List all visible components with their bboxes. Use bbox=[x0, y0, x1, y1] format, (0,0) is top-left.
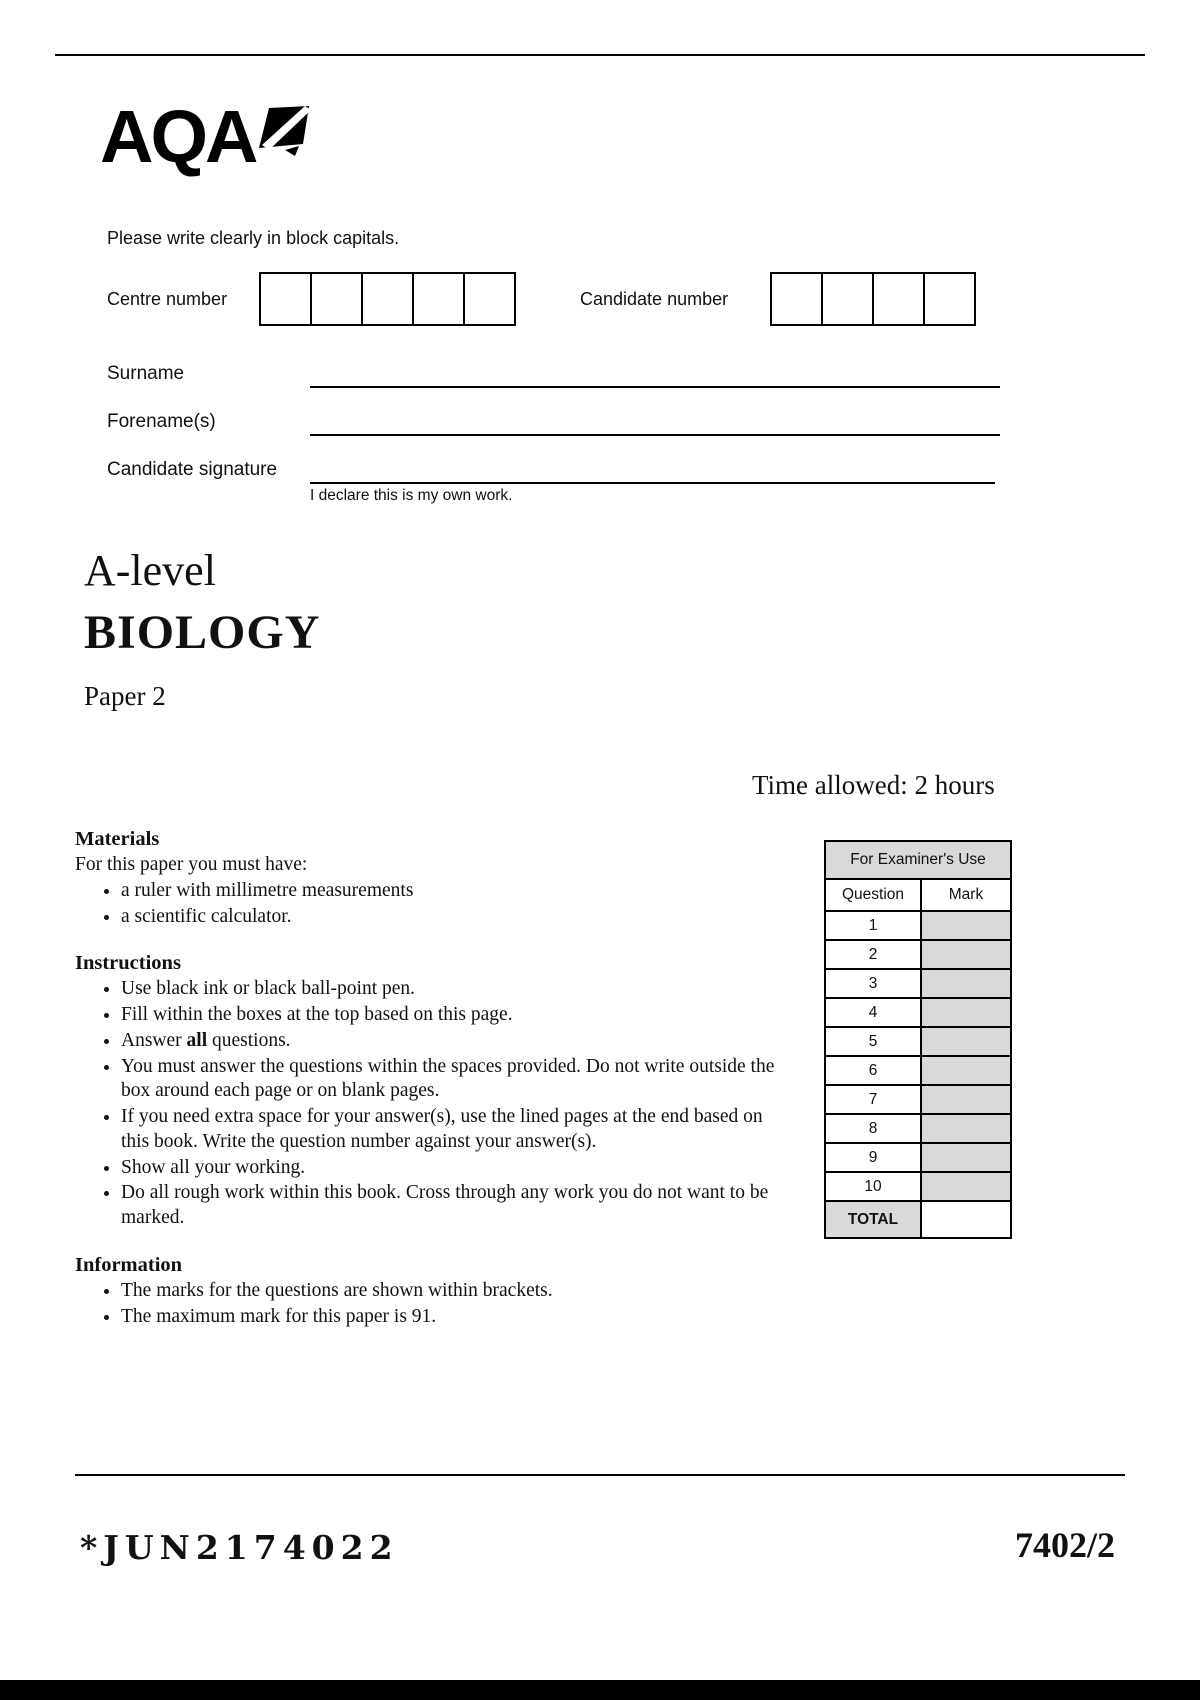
mark-cell[interactable] bbox=[921, 998, 1011, 1027]
materials-heading: Materials bbox=[75, 828, 160, 850]
question-cell: 2 bbox=[825, 940, 921, 969]
question-cell: 4 bbox=[825, 998, 921, 1027]
mark-cell[interactable] bbox=[921, 1172, 1011, 1201]
centre-number-boxes bbox=[259, 272, 516, 326]
block-capitals-note: Please write clearly in block capitals. bbox=[107, 228, 400, 248]
candidate-number-boxes bbox=[770, 272, 976, 326]
question-header: Question bbox=[825, 879, 921, 911]
surname-label: Surname bbox=[107, 363, 185, 384]
qualification-title: A-level bbox=[84, 546, 216, 595]
materials-list bbox=[75, 879, 787, 930]
information-section bbox=[75, 1252, 787, 1330]
number-entry-row bbox=[0, 272, 1200, 328]
instruction-item: • Show all your working. bbox=[121, 1156, 787, 1181]
centre-number-box[interactable] bbox=[463, 272, 516, 326]
aqa-logo-text: AQA bbox=[100, 95, 256, 178]
mark-cell[interactable] bbox=[921, 1085, 1011, 1114]
bottom-black-bar bbox=[0, 1680, 1200, 1700]
information-heading: Information bbox=[75, 1253, 183, 1276]
surname-line[interactable] bbox=[310, 386, 1000, 388]
centre-number-box[interactable] bbox=[412, 272, 465, 326]
paper-code: 7402/2 bbox=[1015, 1525, 1116, 1565]
mark-cell[interactable] bbox=[921, 940, 1011, 969]
instructions-list bbox=[75, 977, 787, 1231]
materials-intro: For this paper you must have: bbox=[75, 854, 308, 876]
mark-cell[interactable] bbox=[921, 1056, 1011, 1085]
instruction-item: • Do all rough work within this book. Cross through any work you do not want to be marked. bbox=[121, 1181, 787, 1231]
centre-number-box[interactable] bbox=[361, 272, 414, 326]
mark-cell[interactable] bbox=[921, 1027, 1011, 1056]
signature-line[interactable] bbox=[310, 482, 995, 484]
top-rule bbox=[55, 54, 1145, 56]
main-text-column bbox=[75, 826, 787, 1330]
centre-number-box[interactable] bbox=[310, 272, 363, 326]
question-cell: 8 bbox=[825, 1114, 921, 1143]
bottom-rule bbox=[75, 1474, 1125, 1476]
mark-cell[interactable] bbox=[921, 911, 1011, 940]
instruction-item: • Fill within the boxes at the top based on this page. bbox=[121, 1003, 787, 1028]
aqa-logo bbox=[100, 95, 311, 178]
total-label: TOTAL bbox=[825, 1201, 921, 1238]
instructions-heading: Instructions bbox=[75, 952, 181, 975]
paper-title: Paper 2 bbox=[84, 681, 166, 711]
mark-cell[interactable] bbox=[921, 969, 1011, 998]
instructions-section bbox=[75, 950, 787, 1231]
candidate-number-label: Candidate number bbox=[580, 289, 729, 309]
question-cell: 10 bbox=[825, 1172, 921, 1201]
candidate-number-box[interactable] bbox=[770, 272, 823, 326]
aqa-logo-mark-icon bbox=[259, 94, 311, 168]
barcode-text: *JUN2174022 bbox=[80, 1528, 399, 1567]
subject-title: BIOLOGY bbox=[84, 606, 321, 659]
examiner-table bbox=[824, 840, 1012, 1239]
total-mark-cell[interactable] bbox=[921, 1201, 1011, 1238]
time-allowed: Time allowed: 2 hours bbox=[752, 770, 995, 800]
question-cell: 3 bbox=[825, 969, 921, 998]
declaration-note: I declare this is my own work. bbox=[310, 487, 513, 504]
material-item: • a scientific calculator. bbox=[121, 905, 787, 930]
question-cell: 5 bbox=[825, 1027, 921, 1056]
question-cell: 6 bbox=[825, 1056, 921, 1085]
instruction-item: • You must answer the questions within the spaces provided. Do not write outside the box around each page or on blank pages. bbox=[121, 1055, 787, 1105]
mark-cell[interactable] bbox=[921, 1114, 1011, 1143]
mark-header: Mark bbox=[921, 879, 1011, 911]
information-item: • The marks for the questions are shown within brackets. bbox=[121, 1279, 787, 1304]
material-item: • a ruler with millimetre measurements bbox=[121, 879, 787, 904]
instruction-item: • Answer all questions. bbox=[121, 1029, 787, 1054]
question-cell: 9 bbox=[825, 1143, 921, 1172]
examiner-table-title: For Examiner's Use bbox=[825, 841, 1011, 879]
information-list bbox=[75, 1279, 787, 1330]
instruction-item: • If you need extra space for your answer(s), use the lined pages at the end based on this book. Write the question number against your answer(s). bbox=[121, 1105, 787, 1155]
candidate-number-box[interactable] bbox=[923, 272, 976, 326]
question-cell: 7 bbox=[825, 1085, 921, 1114]
candidate-number-box[interactable] bbox=[821, 272, 874, 326]
candidate-number-box[interactable] bbox=[872, 272, 925, 326]
forenames-line[interactable] bbox=[310, 434, 1000, 436]
question-cell: 1 bbox=[825, 911, 921, 940]
materials-section bbox=[75, 826, 787, 929]
mark-cell[interactable] bbox=[921, 1143, 1011, 1172]
signature-label: Candidate signature bbox=[107, 459, 278, 480]
forenames-label: Forename(s) bbox=[107, 411, 216, 432]
instruction-item: • Use black ink or black ball-point pen. bbox=[121, 977, 787, 1002]
information-item: • The maximum mark for this paper is 91. bbox=[121, 1305, 787, 1330]
centre-number-box[interactable] bbox=[259, 272, 312, 326]
centre-number-label: Centre number bbox=[107, 289, 228, 309]
